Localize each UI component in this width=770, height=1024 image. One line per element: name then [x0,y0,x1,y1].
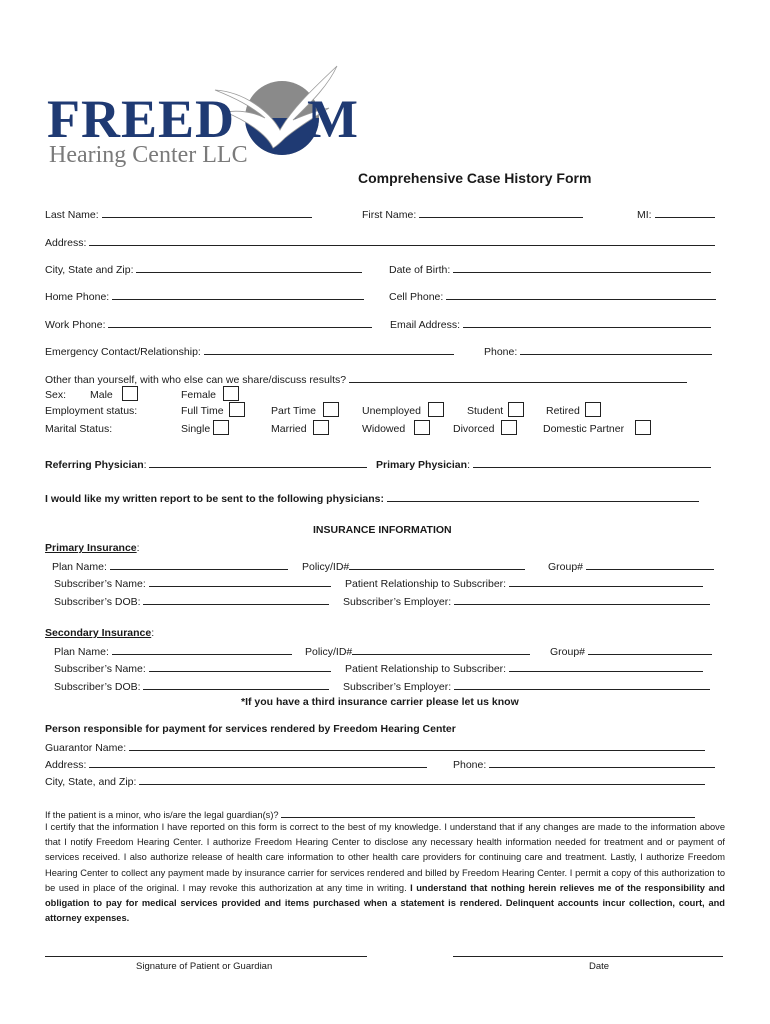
primary-subscriber-dob-field[interactable] [143,594,329,605]
student-checkbox[interactable] [508,402,524,417]
primary-group-label: Group# [548,561,584,573]
guarantor-phone-row [453,757,715,772]
company-logo [45,62,365,172]
secondary-group-label: Group# [550,646,586,658]
share-field[interactable] [349,372,687,383]
secondary-insurance-title [45,627,154,640]
city-row [45,262,362,277]
secondary-plan-row [54,644,292,659]
retired-checkbox[interactable] [585,402,601,417]
email-field[interactable] [463,317,711,328]
secondary-insurance-label: Secondary Insurance [45,627,152,639]
address-field[interactable] [89,235,715,246]
dob-label: Date of Birth: [389,264,451,276]
single-checkbox[interactable] [213,420,229,435]
first-name-label: First Name: [362,209,417,221]
guarantor-heading: Person responsible for payment for services rendered by Freedom Hearing Center [45,723,456,735]
primary-policy-field[interactable] [349,559,525,570]
guarantor-address-row [45,757,427,772]
address-row [45,235,715,250]
guarantor-address-field[interactable] [89,757,427,768]
secondary-subscriber-name-field[interactable] [149,661,331,672]
secondary-subscriber-dob-row [54,679,329,694]
dob-field[interactable] [453,262,711,273]
primary-policy-label: Policy/ID# [302,561,350,573]
date-line[interactable] [453,956,723,957]
domestic-partner-checkbox[interactable] [635,420,651,435]
part-time-checkbox[interactable] [323,402,339,417]
dob-row [389,262,711,277]
first-name-row [362,207,583,222]
part-time-label: Part Time [271,405,316,417]
last-name-label: Last Name: [45,209,99,221]
emergency-label: Emergency Contact/Relationship: [45,346,201,358]
certification-bold-text: I understand that nothing herein relieves me of the responsibility and obligation to pay for medical services provided and items purchased when a statement is rendered. Delinquent accounts incur collection, court, and attorney expenses. [45,882,725,924]
report-row [45,491,699,506]
secondary-subscriber-dob-field[interactable] [143,679,329,690]
insurance-heading: INSURANCE INFORMATION [313,524,452,536]
last-name-row [45,207,312,222]
minor-guardian-field[interactable] [281,807,695,818]
primary-insurance-label: Primary Insurance [45,542,137,554]
primary-subscriber-name-label: Subscriber’s Name: [54,578,146,590]
share-row [45,372,687,387]
secondary-employer-label: Subscriber’s Employer: [343,681,452,693]
primary-insurance-colon: : [136,542,140,554]
city-label: City, State and Zip: [45,264,134,276]
guarantor-name-field[interactable] [129,740,705,751]
last-name-field[interactable] [102,207,312,218]
mi-field[interactable] [655,207,715,218]
address-label: Address: [45,237,87,249]
full-time-label: Full Time [181,405,224,417]
city-field[interactable] [136,262,362,273]
secondary-relationship-row [345,661,703,676]
guarantor-city-row [45,774,705,789]
married-label: Married [271,423,307,435]
home-phone-field[interactable] [112,289,364,300]
emergency-phone-row [484,344,712,359]
secondary-plan-field[interactable] [112,644,292,655]
share-label: Other than yourself, with who else can we share/discuss results? [45,374,347,386]
primary-subscriber-name-field[interactable] [149,576,331,587]
mi-label: MI: [637,209,652,221]
work-phone-label: Work Phone: [45,319,106,331]
logo-subtitle: Hearing Center LLC [49,142,248,168]
signature-line[interactable] [45,956,367,957]
report-label: I would like my written report to be sent to the following physicians: [45,493,384,505]
full-time-checkbox[interactable] [229,402,245,417]
signature-label: Signature of Patient or Guardian [136,961,273,972]
referring-colon: : [143,459,147,471]
emergency-field[interactable] [204,344,454,355]
unemployed-checkbox[interactable] [428,402,444,417]
cell-phone-label: Cell Phone: [389,291,444,303]
certification-paragraph [45,820,725,926]
referring-field[interactable] [149,457,367,468]
referring-row [45,457,367,472]
secondary-employer-field[interactable] [454,679,710,690]
student-label: Student [467,405,504,417]
secondary-plan-label: Plan Name: [54,646,109,658]
emergency-phone-label: Phone: [484,346,518,358]
primary-relationship-row [345,576,703,591]
guarantor-city-label: City, State, and Zip: [45,776,137,788]
domestic-partner-label: Domestic Partner [543,423,625,435]
secondary-employer-row [343,679,710,694]
referring-label: Referring Physician [45,459,144,471]
secondary-relationship-field[interactable] [509,661,703,672]
primary-relationship-field[interactable] [509,576,703,587]
work-phone-field[interactable] [108,317,372,328]
widowed-label: Widowed [362,423,406,435]
page-title: Comprehensive Case History Form [358,170,592,186]
marital-label: Marital Status: [45,423,113,435]
primary-physician-colon: : [467,459,470,471]
logo-wordmark-b: M [307,89,358,149]
third-insurance-note: *If you have a third insurance carrier please let us know [241,696,519,708]
email-label: Email Address: [390,319,461,331]
primary-policy-row [302,559,525,574]
cell-phone-row [389,289,716,304]
primary-physician-field[interactable] [473,457,711,468]
widowed-checkbox[interactable] [414,420,430,435]
male-label: Male [90,389,113,401]
male-checkbox[interactable] [122,386,138,401]
secondary-group-row [550,644,712,659]
secondary-subscriber-dob-label: Subscriber’s DOB: [54,681,141,693]
first-name-field[interactable] [419,207,583,218]
primary-insurance-title [45,542,140,555]
work-phone-row [45,317,372,332]
report-field[interactable] [387,491,699,502]
primary-subscriber-dob-row [54,594,329,609]
primary-plan-row [52,559,288,574]
email-row [390,317,711,332]
secondary-subscriber-name-row [54,661,331,676]
home-phone-row [45,289,364,304]
secondary-subscriber-name-label: Subscriber’s Name: [54,663,146,675]
guarantor-address-label: Address: [45,759,87,771]
secondary-group-field[interactable] [588,644,712,655]
sex-label: Sex: [45,389,67,401]
secondary-policy-row [305,644,530,659]
secondary-policy-label: Policy/ID# [305,646,353,658]
date-label: Date [589,961,610,972]
emergency-phone-field[interactable] [520,344,712,355]
secondary-insurance-colon: : [151,627,155,639]
secondary-relationship-label: Patient Relationship to Subscriber: [345,663,507,675]
guarantor-name-row [45,740,705,755]
single-label: Single [181,423,211,435]
guarantor-city-field[interactable] [139,774,705,785]
female-checkbox[interactable] [223,386,239,401]
primary-group-field[interactable] [586,559,714,570]
divorced-checkbox[interactable] [501,420,517,435]
minor-label: If the patient is a minor, who is/are the legal guardian(s)? [45,810,279,820]
emergency-row [45,344,454,359]
secondary-policy-field[interactable] [352,644,530,655]
primary-physician-label: Primary Physician [376,459,468,471]
primary-employer-field[interactable] [454,594,710,605]
primary-physician-row [376,457,711,472]
retired-label: Retired [546,405,580,417]
unemployed-label: Unemployed [362,405,421,417]
primary-subscriber-name-row [54,576,331,591]
primary-plan-label: Plan Name: [52,561,107,573]
home-phone-label: Home Phone: [45,291,110,303]
primary-relationship-label: Patient Relationship to Subscriber: [345,578,507,590]
guarantor-phone-label: Phone: [453,759,487,771]
guarantor-name-label: Guarantor Name: [45,742,127,754]
cell-phone-field[interactable] [446,289,716,300]
logo-wordmark-a: FREED [47,89,236,149]
primary-subscriber-dob-label: Subscriber’s DOB: [54,596,141,608]
primary-plan-field[interactable] [110,559,288,570]
guarantor-phone-field[interactable] [489,757,715,768]
married-checkbox[interactable] [313,420,329,435]
primary-employer-label: Subscriber’s Employer: [343,596,452,608]
employment-label: Employment status: [45,405,138,417]
divorced-label: Divorced [453,423,495,435]
certification-text: I certify that the information I have reported on this form is correct to the best of my knowledge. I understand that if any changes are made to the information above that I notify Freedom Hearing Center. I authorize Freedom Hearing Center to disclose any necessary health information needed for treatment and or payment of services received. I also authorize release of health care information to other health care providers for continuing care and treatment. Lastly, I authorize Freedom Hearing Center to collect any payment made by insurance carrier for services rendered and billed by Freedom Hearing Center. I permit a copy of this authorization to be used in place of the original. I may revoke this authorization at any time in writing. [45,822,725,893]
female-label: Female [181,389,217,401]
primary-group-row [548,559,714,574]
primary-employer-row [343,594,710,609]
mi-row [637,207,715,222]
